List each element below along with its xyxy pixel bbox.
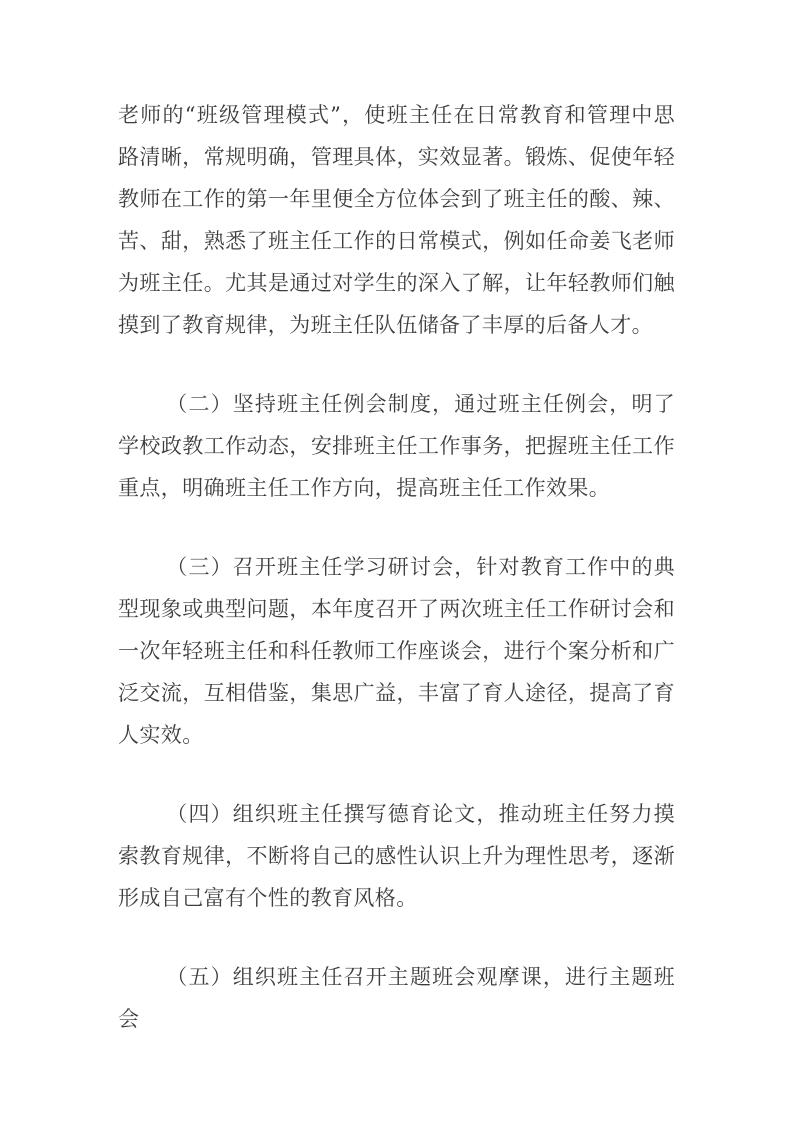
paragraph-item-5: （五）组织班主任召开主题班会观摩课，进行主题班会 <box>118 965 675 1031</box>
paragraph-item-4: （四）组织班主任撰写德育论文，推动班主任努力摸索教育规律，不断将自己的感性认识上升为理性思考，逐渐形成自己富有个性的教育风格。 <box>118 802 675 910</box>
paragraph-continuation: 老师的“班级管理模式”，使班主任在日常教育和管理中思路清晰，常规明确，管理具体，实效显著。锻炼、促使年轻教师在工作的第一年里便全方位体会到了班主任的酸、辣、苦、甜，熟悉了班主任工作的日常模式，例如任命姜飞老师为班主任。尤其是通过对学生的深入了解，让年轻教师们触摸到了教育规律，为班主任队伍储备了丰厚的后备人才。 <box>118 103 675 337</box>
paragraph-item-3: （三）召开班主任学习研讨会，针对教育工作中的典型现象或典型问题，本年度召开了两次班主任工作研讨会和一次年轻班主任和科任教师工作座谈会，进行个案分析和广泛交流，互相借鉴，集思广益，丰富了育人途径，提高了育人实效。 <box>118 555 675 747</box>
paragraph-item-2: （二）坚持班主任例会制度，通过班主任例会，明了学校政教工作动态，安排班主任工作事务，把握班主任工作重点，明确班主任工作方向，提高班主任工作效果。 <box>118 392 675 500</box>
